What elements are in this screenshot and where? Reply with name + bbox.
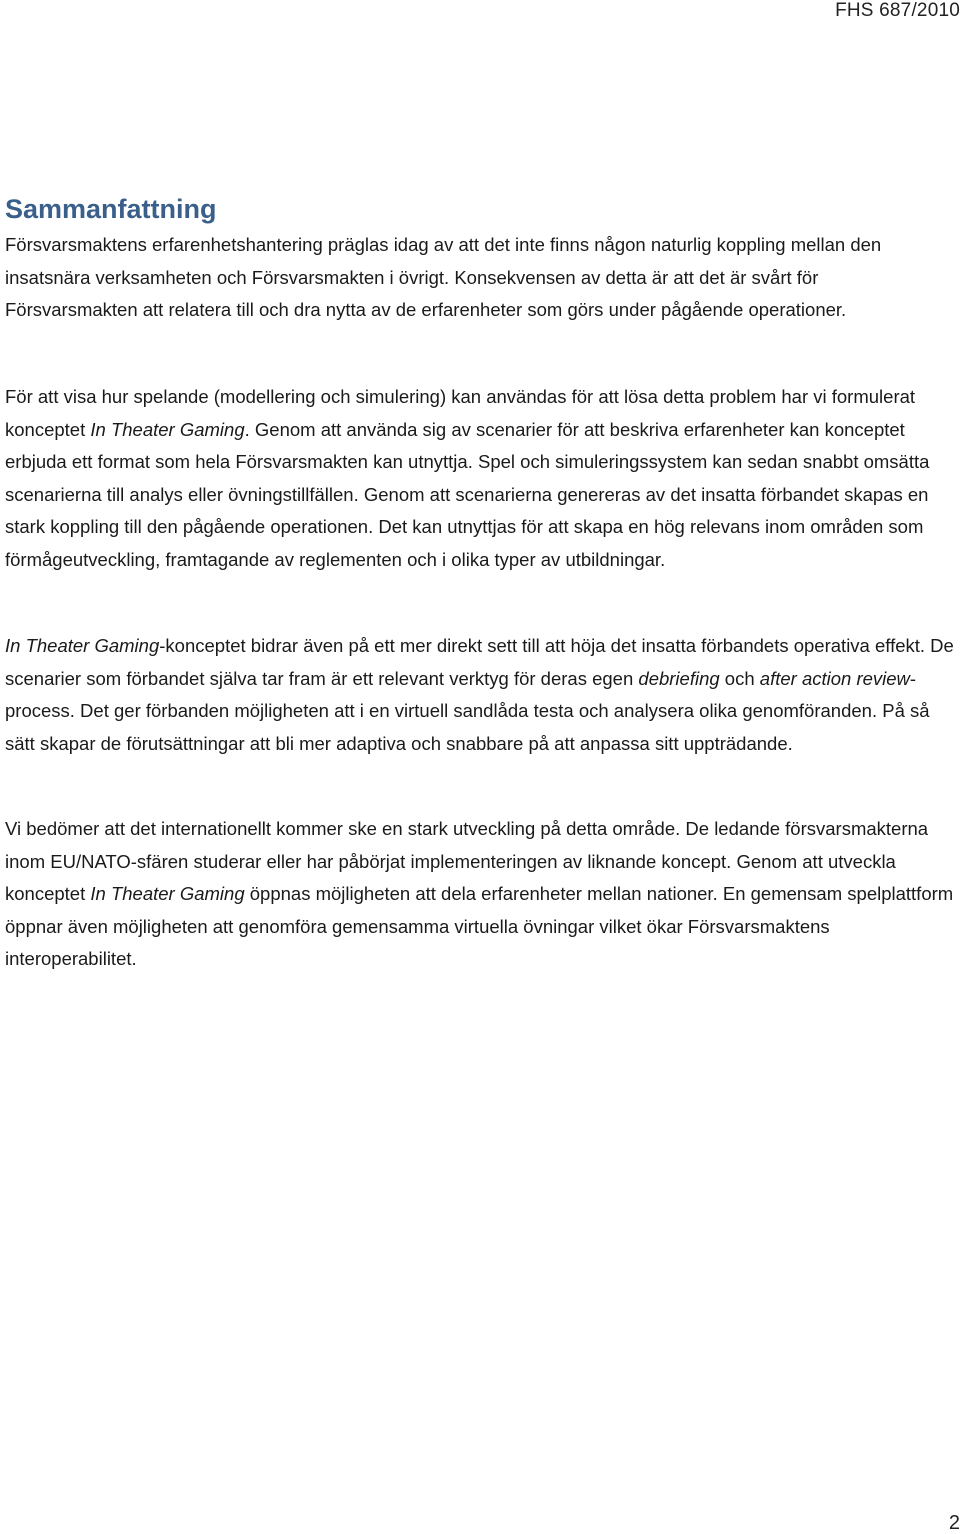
paragraph-3-text-1: -konceptet bidrar även på ett mer direkt sett till att höja det insatta förbandets operativa effekt. De scenarier som förbandet själva tar fram är ett relevant verktyg för deras egen: [5, 635, 954, 689]
paragraph-3: [5, 630, 955, 760]
debriefing-italic: debriefing: [638, 667, 720, 689]
paragraph-4-text-1: Vi bedömer att det internationellt kommer ske en stark utveckling på detta område. De ledande försvarsmakterna inom EU/NATO-sfären studerar eller har påbörjat implementeringen av liknande koncept. Genom att utveckla konceptet: [5, 818, 929, 905]
section-heading: Sammanfattning: [5, 194, 217, 224]
paragraph-3-text-2: och: [719, 667, 760, 689]
concept-name-italic: In Theater Gaming: [90, 418, 245, 440]
page-number: 2: [948, 1512, 960, 1534]
after-action-review-italic: after action review: [759, 667, 910, 689]
paragraph-1: [5, 229, 955, 327]
paragraph-2-text-2: . Genom att använda sig av scenarier för att beskriva erfarenheter kan konceptet erbjuda ett format som hela Försvarsmakten kan utnyttja. Spel och simuleringssystem kan sedan snabbt omsätta scenarierna till analys eller övningstillfällen. Genom att scenarierna genereras av det insatta förbandet skapas en stark koppling till den pågående operationen. Det kan utnyttjas för att skapa en hög relevans inom områden som förmågeutveckling, framtagande av reglementen och i olika typer av utbildningar.: [5, 418, 930, 570]
paragraph-3-text-3: -process. Det ger förbanden möjligheten att i en virtuell sandlåda testa och analysera olika genomföranden. På så sätt skapar de förutsättningar att bli mer adaptiva och snabbare på att anpassa sitt uppträdande.: [5, 667, 930, 754]
paragraph-4-text-2: öppnas möjligheten att dela erfarenheter mellan nationer. En gemensam spelplattform öppnar även möjligheten att genomföra gemensamma virtuella övningar vilket ökar Försvarsmaktens interoperabilitet.: [5, 883, 954, 970]
paragraph-2: [5, 381, 955, 577]
paragraph-4: [5, 813, 955, 976]
concept-name-italic: In Theater Gaming: [90, 883, 245, 905]
paragraph-2-text-1: För att visa hur spelande (modellering och simulering) kan användas för att lösa detta problem har vi formulerat konceptet: [5, 386, 916, 440]
concept-name-italic: In Theater Gaming: [5, 635, 160, 656]
document-id: FHS 687/2010: [835, 0, 960, 21]
paragraph-1-text: Försvarsmaktens erfarenhetshantering präglas idag av att det inte finns någon naturlig koppling mellan den insatsnära verksamheten och Försvarsmakten i övrigt. Konsekvensen av detta är att det är svårt för Försvarsmakten att relatera till och dra nytta av de erfarenheter som görs under pågående operationer.: [5, 234, 882, 321]
